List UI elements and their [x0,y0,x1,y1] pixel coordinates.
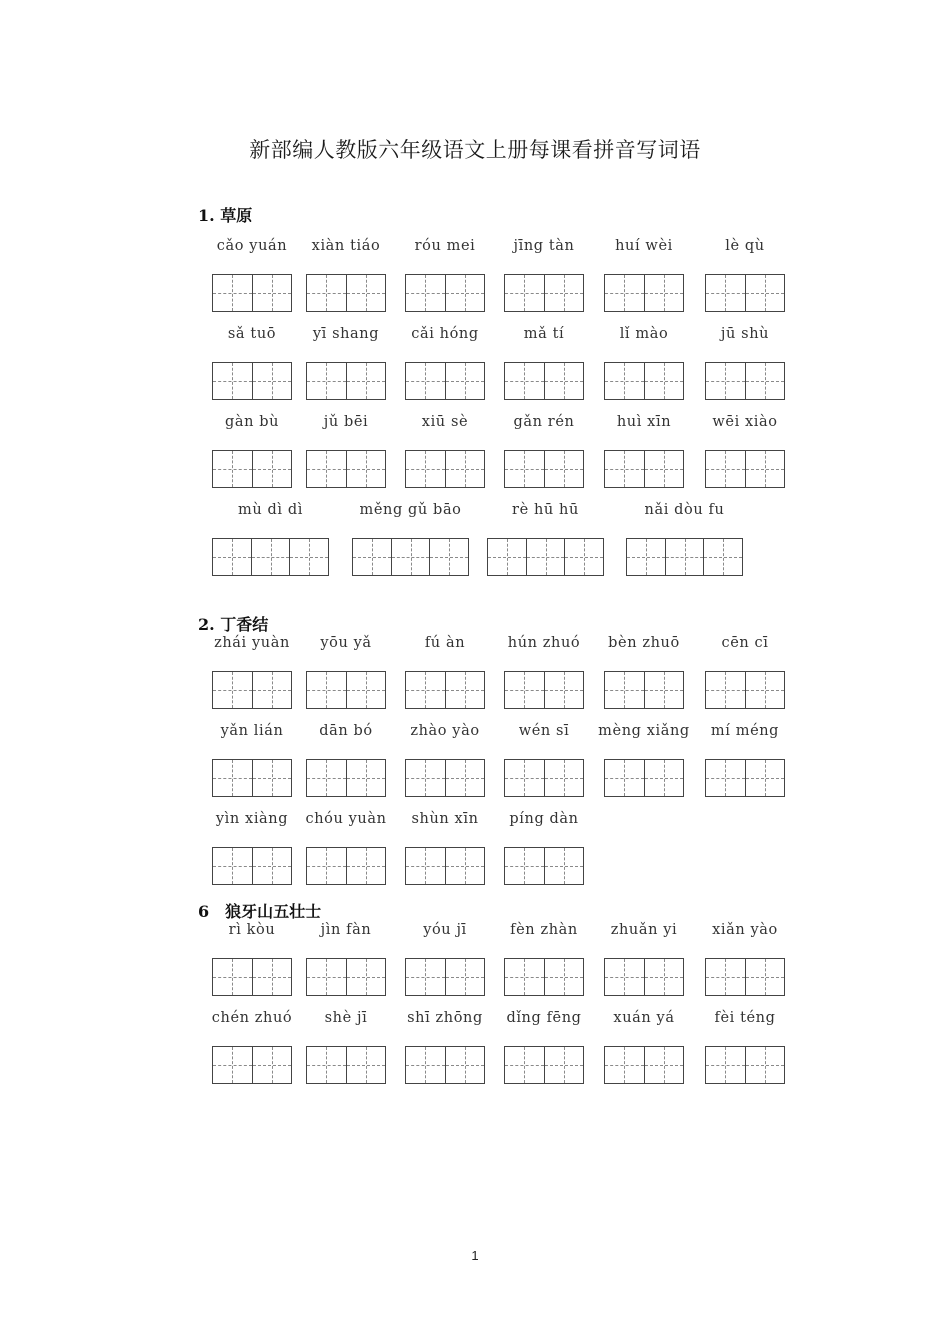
writing-grid[interactable] [504,1046,584,1084]
pinyin-label: xuán yá [613,1010,675,1026]
writing-grid[interactable] [604,362,684,400]
tianzige-cell[interactable] [213,959,252,995]
tianzige-cell[interactable] [564,539,603,575]
tianzige-cell[interactable] [605,275,644,311]
tianzige-cell[interactable] [346,760,386,796]
tianzige-cell[interactable] [644,451,684,487]
writing-grid[interactable] [212,362,292,400]
writing-grid[interactable] [405,1046,485,1084]
writing-grid[interactable] [306,450,386,488]
writing-grid[interactable] [504,958,584,996]
writing-grid[interactable] [306,958,386,996]
page-title: 新部编人教版六年级语文上册每课看拼音写词语 [249,138,701,162]
tianzige-cell[interactable] [665,539,704,575]
pinyin-label: lǐ mào [619,326,669,342]
writing-grid[interactable] [705,450,785,488]
pinyin-label: jīng tàn [513,238,575,254]
tianzige-cell[interactable] [252,848,292,884]
pinyin-label: mí méng [710,723,780,739]
writing-grid[interactable] [306,671,386,709]
writing-grid[interactable] [352,538,469,576]
tianzige-cell[interactable] [644,959,684,995]
tianzige-cell[interactable] [605,760,644,796]
pinyin-label: mù dì dì [238,502,303,518]
pinyin-label: huì xīn [616,414,672,430]
tianzige-cell[interactable] [505,363,544,399]
tianzige-cell[interactable] [346,672,386,708]
pinyin-label: zhuǎn yi [610,922,678,938]
writing-grid[interactable] [705,958,785,996]
pinyin-label: cǎi hóng [411,326,479,342]
tianzige-cell[interactable] [445,1047,485,1083]
writing-grid[interactable] [306,274,386,312]
tianzige-cell[interactable] [252,672,292,708]
pinyin-label: jǔ bēi [323,414,369,430]
writing-grid[interactable] [212,538,329,576]
writing-grid[interactable] [504,671,584,709]
writing-grid[interactable] [504,847,584,885]
writing-grid[interactable] [705,759,785,797]
tianzige-cell[interactable] [706,363,745,399]
pinyin-label: měng gǔ bāo [359,502,462,518]
writing-grid[interactable] [212,1046,292,1084]
tianzige-cell[interactable] [252,451,292,487]
tianzige-cell[interactable] [526,539,565,575]
writing-grid[interactable] [705,362,785,400]
writing-grid[interactable] [212,450,292,488]
tianzige-cell[interactable] [307,959,346,995]
writing-grid[interactable] [504,274,584,312]
tianzige-cell[interactable] [346,848,386,884]
tianzige-cell[interactable] [391,539,430,575]
pinyin-label: shī zhōng [407,1010,483,1026]
tianzige-cell[interactable] [307,1047,346,1083]
pinyin-label: hún zhuó [507,635,581,651]
writing-grid[interactable] [604,759,684,797]
writing-grid[interactable] [604,1046,684,1084]
writing-grid[interactable] [604,671,684,709]
tianzige-cell[interactable] [706,1047,745,1083]
tianzige-cell[interactable] [252,760,292,796]
tianzige-cell[interactable] [505,1047,544,1083]
tianzige-cell[interactable] [353,539,391,575]
pinyin-label: chóu yuàn [305,811,387,827]
writing-grid[interactable] [604,274,684,312]
tianzige-cell[interactable] [706,760,745,796]
pinyin-label: gǎn rén [513,414,575,430]
pinyin-label: xiàn tiáo [311,238,381,254]
tianzige-cell[interactable] [544,760,584,796]
pinyin-label: cēn cī [721,635,769,651]
writing-grid[interactable] [705,1046,785,1084]
tianzige-cell[interactable] [745,275,785,311]
writing-grid[interactable] [212,847,292,885]
writing-grid[interactable] [212,274,292,312]
tianzige-cell[interactable] [307,451,346,487]
writing-grid[interactable] [626,538,743,576]
writing-grid[interactable] [604,450,684,488]
tianzige-cell[interactable] [703,539,742,575]
section-heading: 6 狼牙山五壮士 [198,902,322,921]
tianzige-cell[interactable] [505,275,544,311]
tianzige-cell[interactable] [252,959,292,995]
writing-grid[interactable] [405,958,485,996]
tianzige-cell[interactable] [745,363,785,399]
pinyin-label: yōu yǎ [320,635,372,651]
tianzige-cell[interactable] [406,451,445,487]
tianzige-cell[interactable] [406,363,445,399]
pinyin-label: gàn bù [224,414,280,430]
tianzige-cell[interactable] [745,672,785,708]
tianzige-cell[interactable] [346,959,386,995]
tianzige-cell[interactable] [745,959,785,995]
tianzige-cell[interactable] [706,451,745,487]
tianzige-cell[interactable] [406,760,445,796]
tianzige-cell[interactable] [307,363,346,399]
tianzige-cell[interactable] [445,672,485,708]
pinyin-label: huí wèi [615,238,673,254]
tianzige-cell[interactable] [505,672,544,708]
pinyin-label: róu mei [414,238,476,254]
pinyin-label: xiǎn yào [712,922,778,938]
writing-grid[interactable] [504,450,584,488]
tianzige-cell[interactable] [307,672,346,708]
tianzige-cell[interactable] [505,848,544,884]
writing-grid[interactable] [306,847,386,885]
pinyin-label: lè qù [725,238,765,254]
tianzige-cell[interactable] [505,959,544,995]
tianzige-cell[interactable] [346,451,386,487]
tianzige-cell[interactable] [445,275,485,311]
pinyin-label: cǎo yuán [216,238,288,254]
pinyin-label: bèn zhuō [608,635,680,651]
pinyin-label: jū shù [720,326,770,342]
pinyin-label: mǎ tí [523,326,565,342]
writing-grid[interactable] [306,362,386,400]
tianzige-cell[interactable] [445,363,485,399]
tianzige-cell[interactable] [644,760,684,796]
pinyin-label: nǎi dòu fu [644,502,725,518]
tianzige-cell[interactable] [213,451,252,487]
pinyin-label: rè hū hū [512,502,579,518]
tianzige-cell[interactable] [745,760,785,796]
tianzige-cell[interactable] [445,760,485,796]
writing-grid[interactable] [604,958,684,996]
section-heading: 1. 草原 [198,206,253,225]
pinyin-label: yìn xiàng [215,811,289,827]
tianzige-cell[interactable] [644,1047,684,1083]
pinyin-label: jìn fàn [320,922,372,938]
pinyin-label: yóu jī [423,922,467,938]
writing-grid[interactable] [504,362,584,400]
pinyin-label: yī shang [312,326,380,342]
tianzige-cell[interactable] [252,275,292,311]
tianzige-cell[interactable] [544,672,584,708]
tianzige-cell[interactable] [445,959,485,995]
writing-grid[interactable] [487,538,604,576]
writing-grid[interactable] [705,274,785,312]
tianzige-cell[interactable] [706,275,745,311]
pinyin-label: shùn xīn [411,811,479,827]
tianzige-cell[interactable] [346,363,386,399]
tianzige-cell[interactable] [445,451,485,487]
writing-grid[interactable] [212,759,292,797]
writing-grid[interactable] [405,274,485,312]
tianzige-cell[interactable] [406,848,445,884]
pinyin-label: xiū sè [421,414,469,430]
tianzige-cell[interactable] [544,363,584,399]
tianzige-cell[interactable] [213,539,251,575]
pinyin-label: mèng xiǎng [598,723,690,739]
writing-grid[interactable] [405,450,485,488]
tianzige-cell[interactable] [644,363,684,399]
tianzige-cell[interactable] [406,275,445,311]
tianzige-cell[interactable] [406,672,445,708]
pinyin-label: chén zhuó [211,1010,293,1026]
tianzige-cell[interactable] [252,363,292,399]
pinyin-label: píng dàn [509,811,579,827]
tianzige-cell[interactable] [505,760,544,796]
pinyin-label: dān bó [319,723,373,739]
tianzige-cell[interactable] [605,363,644,399]
tianzige-cell[interactable] [252,1047,292,1083]
pinyin-label: wēi xiào [712,414,778,430]
writing-grid[interactable] [705,671,785,709]
tianzige-cell[interactable] [445,848,485,884]
tianzige-cell[interactable] [505,451,544,487]
tianzige-cell[interactable] [213,848,252,884]
pinyin-label: rì kòu [228,922,276,938]
tianzige-cell[interactable] [627,539,665,575]
pinyin-label: sǎ tuō [227,326,277,342]
writing-grid[interactable] [405,759,485,797]
pinyin-label: zhái yuàn [214,635,290,651]
tianzige-cell[interactable] [307,848,346,884]
tianzige-cell[interactable] [289,539,328,575]
writing-grid[interactable] [405,847,485,885]
tianzige-cell[interactable] [544,451,584,487]
writing-grid[interactable] [405,671,485,709]
tianzige-cell[interactable] [307,760,346,796]
tianzige-cell[interactable] [213,275,252,311]
tianzige-cell[interactable] [307,275,346,311]
tianzige-cell[interactable] [745,451,785,487]
tianzige-cell[interactable] [706,959,745,995]
tianzige-cell[interactable] [544,848,584,884]
writing-grid[interactable] [504,759,584,797]
writing-grid[interactable] [306,759,386,797]
tianzige-cell[interactable] [544,959,584,995]
tianzige-cell[interactable] [706,672,745,708]
tianzige-cell[interactable] [406,1047,445,1083]
tianzige-cell[interactable] [605,1047,644,1083]
tianzige-cell[interactable] [644,275,684,311]
writing-grid[interactable] [212,958,292,996]
pinyin-label: shè jī [324,1010,368,1026]
page-number: 1 [471,1248,479,1263]
tianzige-cell[interactable] [745,1047,785,1083]
tianzige-cell[interactable] [644,672,684,708]
writing-grid[interactable] [405,362,485,400]
pinyin-label: fèn zhàn [510,922,578,938]
tianzige-cell[interactable] [213,672,252,708]
tianzige-cell[interactable] [213,363,252,399]
tianzige-cell[interactable] [488,539,526,575]
tianzige-cell[interactable] [544,275,584,311]
tianzige-cell[interactable] [605,672,644,708]
pinyin-label: wén sī [518,723,570,739]
tianzige-cell[interactable] [429,539,468,575]
writing-grid[interactable] [306,1046,386,1084]
tianzige-cell[interactable] [213,1047,252,1083]
tianzige-cell[interactable] [346,1047,386,1083]
pinyin-label: zhào yào [410,723,480,739]
pinyin-label: dǐng fēng [506,1010,582,1026]
pinyin-label: fèi téng [714,1010,776,1026]
tianzige-cell[interactable] [251,539,290,575]
tianzige-cell[interactable] [346,275,386,311]
pinyin-label: fú àn [424,635,466,651]
tianzige-cell[interactable] [406,959,445,995]
tianzige-cell[interactable] [213,760,252,796]
section-heading: 2. 丁香结 [198,615,269,634]
tianzige-cell[interactable] [605,451,644,487]
tianzige-cell[interactable] [544,1047,584,1083]
pinyin-label: yǎn lián [220,723,284,739]
writing-grid[interactable] [212,671,292,709]
tianzige-cell[interactable] [605,959,644,995]
